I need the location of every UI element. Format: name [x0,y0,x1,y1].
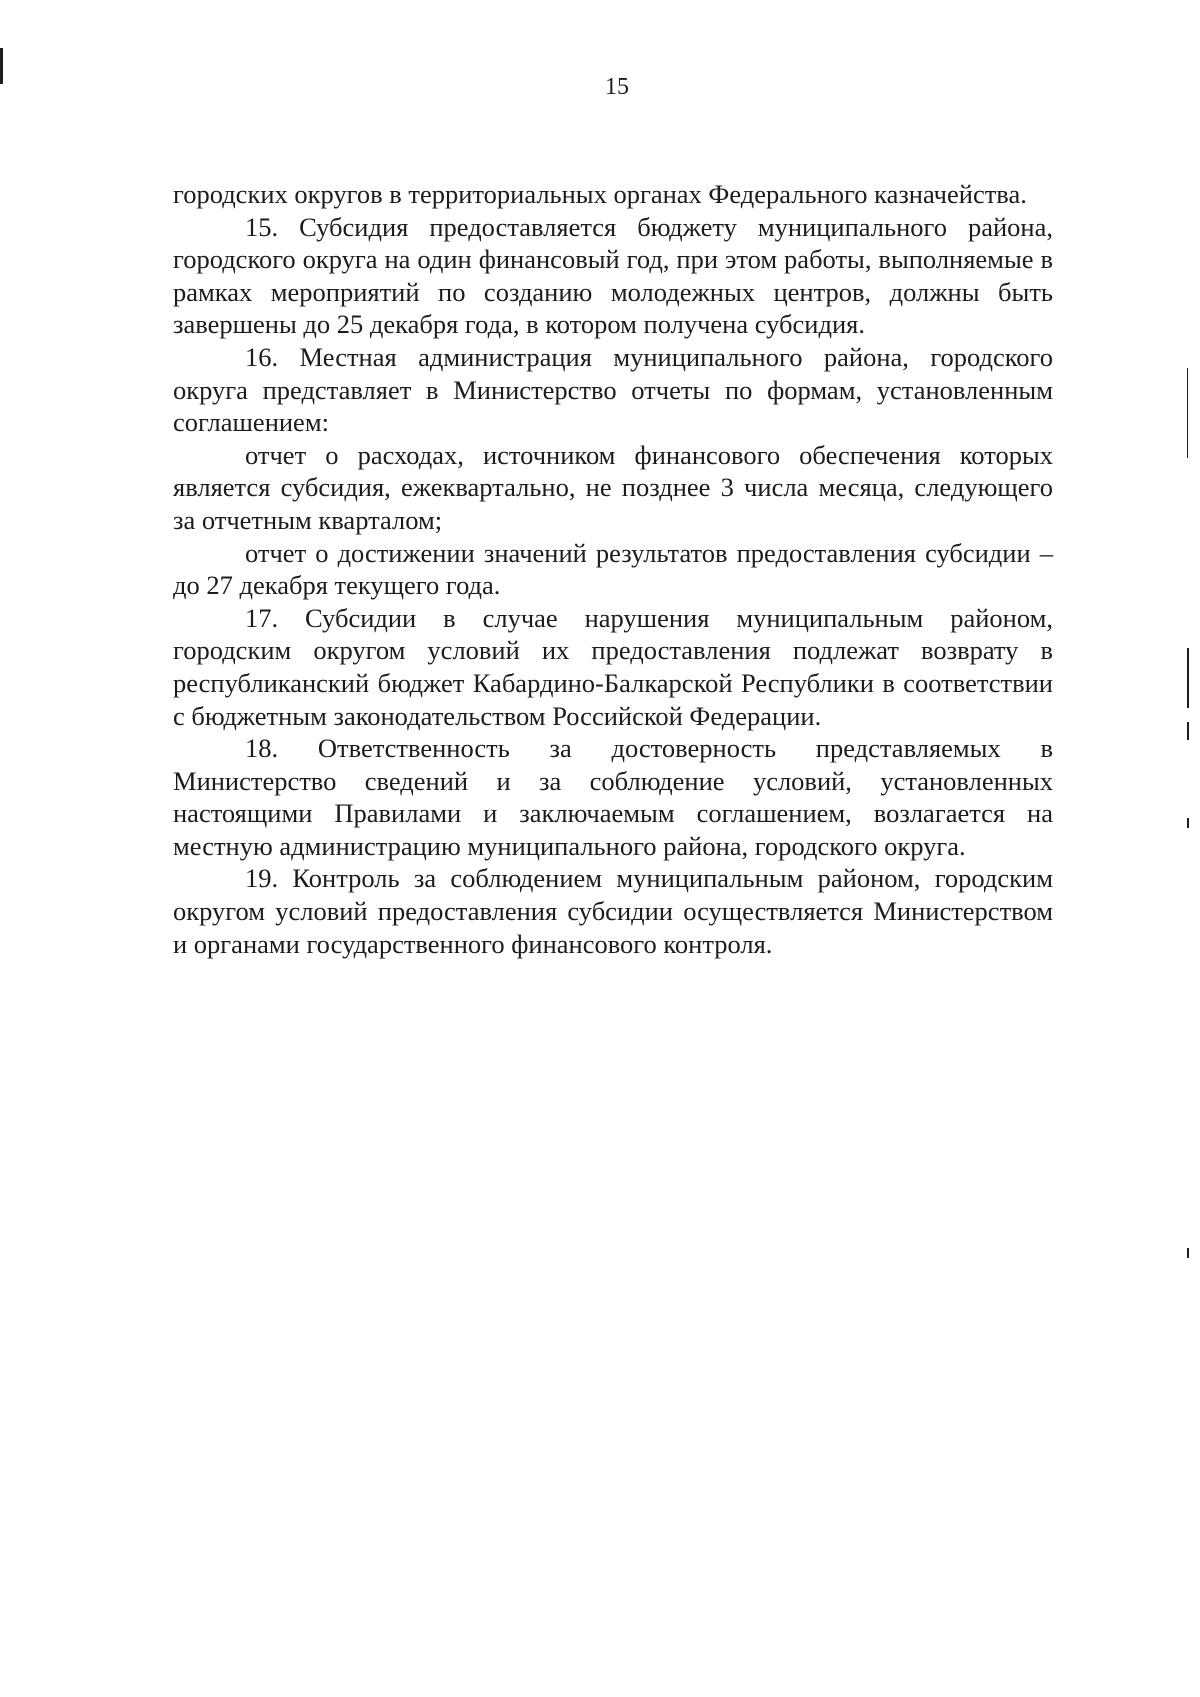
paragraph-19: 19. Контроль за соблюдением муниципальным районом, городским округом условий предоставления субсидии осуществляется Министерством и органами государственного финансового контроля. [173,863,1053,959]
document-body [173,178,1053,960]
page-number: 15 [605,74,629,100]
paragraph-continuation: городских округов в территориальных органах Федерального казначейства. [173,179,1027,209]
paragraph-16-item-results-report: отчет о достижении значений результатов предоставления субсидии – до 27 декабря текущего года. [173,537,1053,601]
paragraph-15: 15. Субсидия предоставляется бюджету муниципального района, городского округа на один финансовый год, при этом работы, выполняемые в рамках мероприятий по созданию молодежных центров, должны быть завершены до 25 декабря года, в котором получена субсидия. [173,211,1053,340]
paragraph-16: 16. Местная администрация муниципального района, городского округа представляет в Министерство отчеты по формам, установленным соглашением: [173,341,1053,438]
scan-artifact-right-mark-3 [1187,722,1189,740]
scan-artifact-right-mark-1 [1187,368,1188,458]
scan-artifact-right-mark-4 [1187,818,1189,828]
paragraph-16-item-expense-report: отчет о расходах, источником финансового обеспечения которых является субсидия, ежеквартально, не позднее 3 числа месяца, следующего за отчетным кварталом; [173,439,1053,535]
paragraph-17: 17. Субсидии в случае нарушения муниципальным районом, городским округом условий их предоставления подлежат возврату в республиканский бюджет Кабардино-Балкарской Республики в соответствии с бюджетным законодательством Российской Федерации. [173,602,1053,731]
scan-artifact-right-mark-2 [1187,648,1189,708]
scan-artifact-right-mark-5 [1187,1248,1189,1258]
paragraph-18: 18. Ответственность за достоверность представляемых в Министерство сведений и за соблюдение условий, установленных настоящими Правилами и заключаемым соглашением, возлагается на местную администрацию муниципального района, городского округа. [173,733,1053,861]
